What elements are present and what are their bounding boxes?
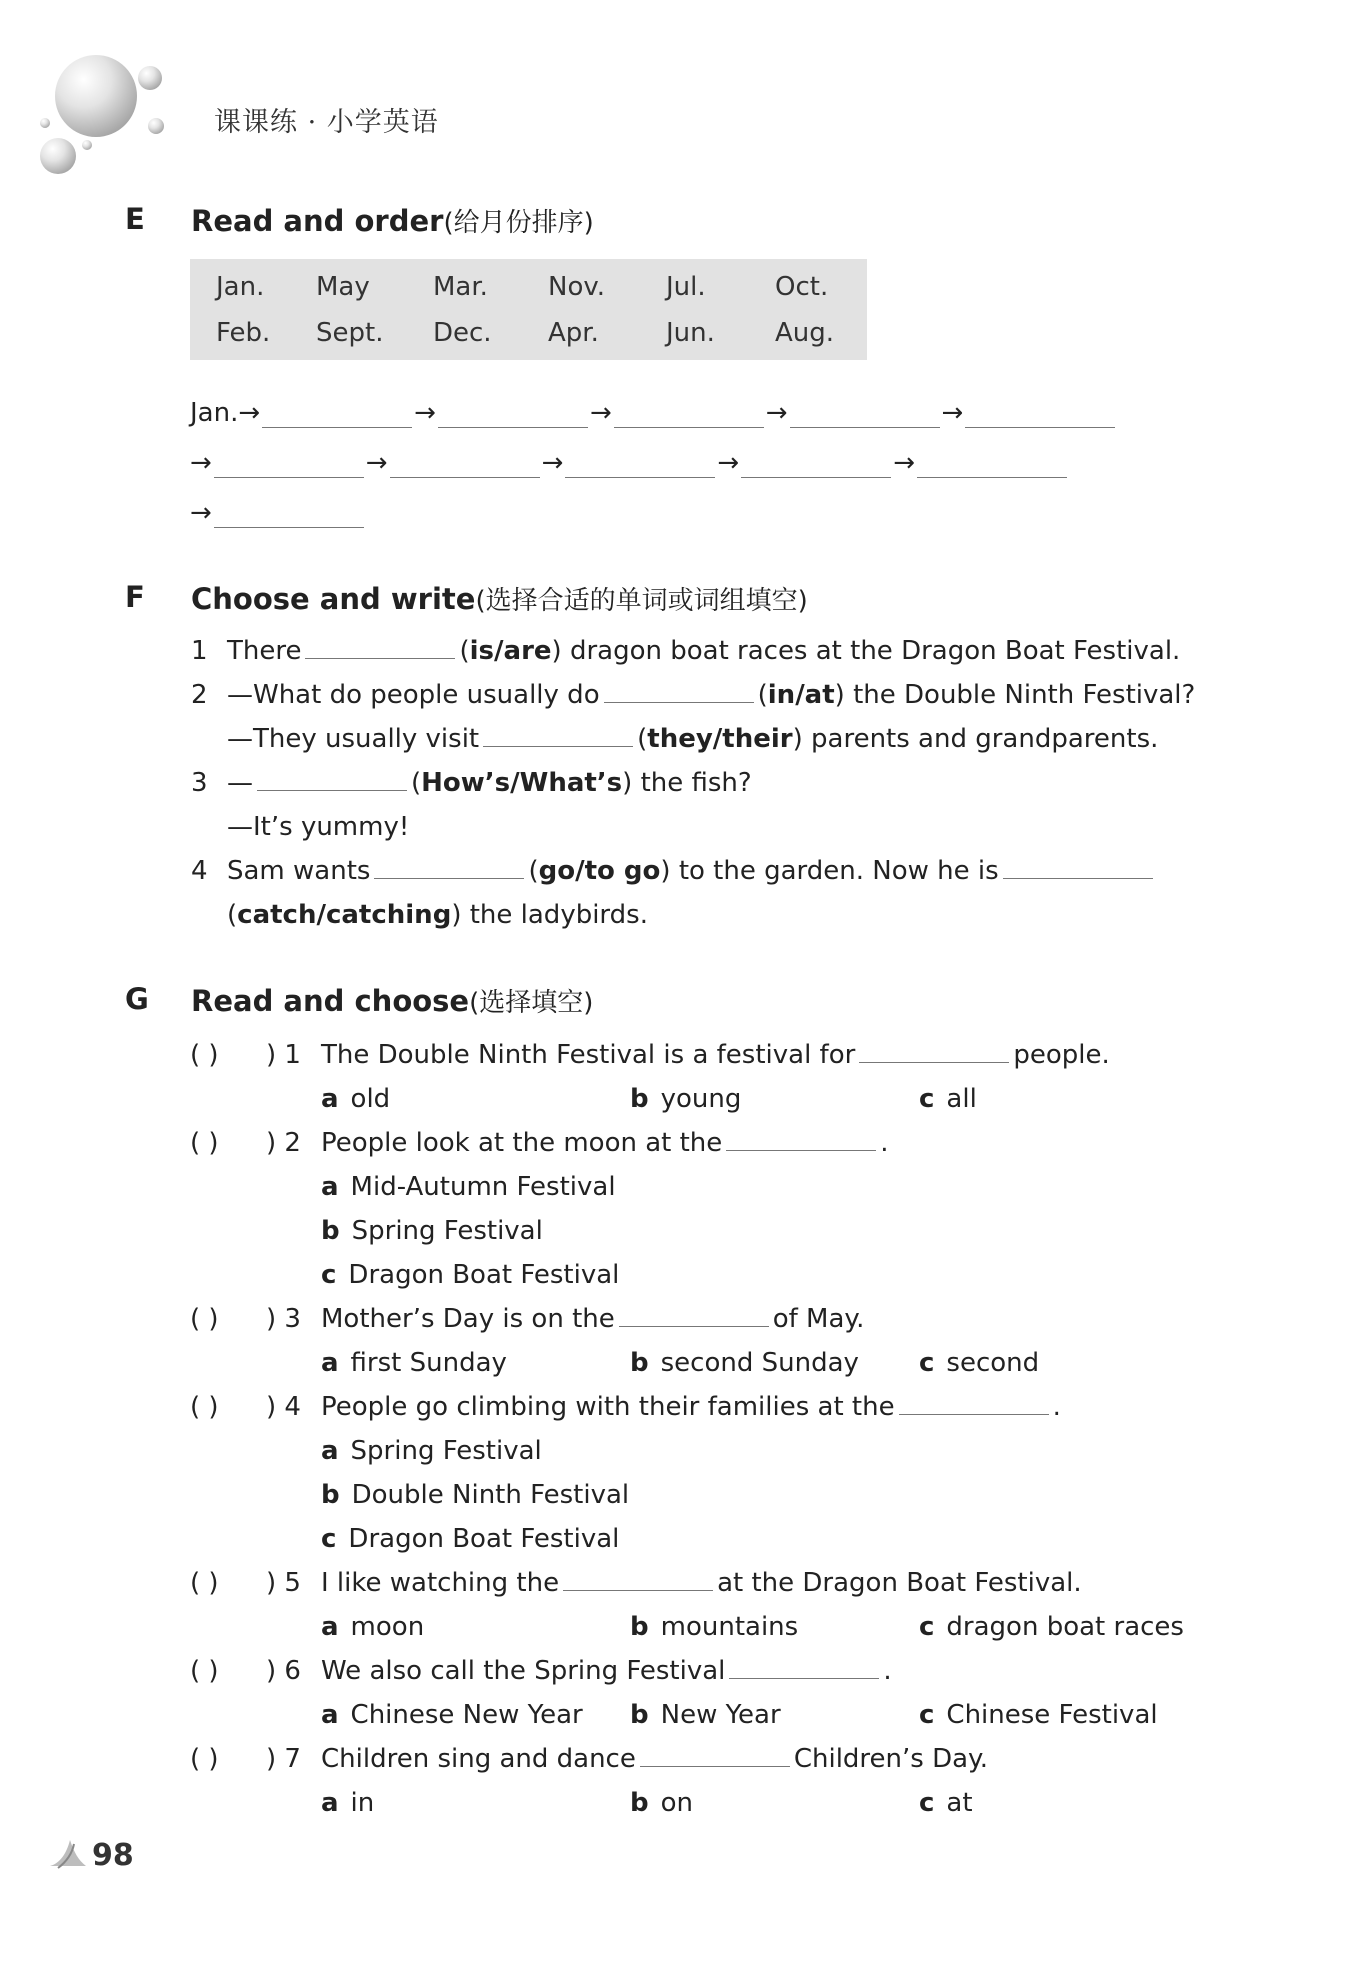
item-text: ) parents and grandparents. xyxy=(792,724,1159,754)
option-text: Double Ninth Festival xyxy=(351,1480,630,1510)
option-text: in xyxy=(350,1788,375,1818)
option-text: all xyxy=(946,1084,977,1114)
paren-open: ( xyxy=(757,680,768,710)
option-text: dragon boat races xyxy=(946,1612,1184,1642)
fill-in-line xyxy=(227,856,1157,886)
answer-blank[interactable] xyxy=(790,401,940,428)
question-after: Children’s Day. xyxy=(793,1744,988,1774)
fill-in-line xyxy=(227,812,409,842)
month-label: Dec. xyxy=(433,318,492,348)
option-a[interactable] xyxy=(321,1788,374,1818)
option-letter: b xyxy=(630,1084,649,1114)
option-c[interactable] xyxy=(919,1788,973,1818)
arrow-icon: → xyxy=(941,398,964,428)
question-number: ) 5 xyxy=(266,1568,301,1598)
option-b[interactable] xyxy=(630,1084,741,1114)
option-letter: c xyxy=(321,1260,337,1290)
item-text: ) to the garden. Now he is xyxy=(660,856,999,886)
fill-in-line xyxy=(227,724,1158,754)
month-label: Oct. xyxy=(775,272,829,302)
item-text: —It’s yummy! xyxy=(227,812,410,842)
option-c[interactable] xyxy=(919,1084,977,1114)
question-after: at the Dragon Boat Festival. xyxy=(717,1568,1082,1598)
option-letter: a xyxy=(321,1788,339,1818)
option-text: first Sunday xyxy=(350,1348,507,1378)
item-text: —What do people usually do xyxy=(227,680,600,710)
answer-blank[interactable] xyxy=(1003,856,1153,879)
month-label: Mar. xyxy=(433,272,488,302)
option-text: Mid-Autumn Festival xyxy=(350,1172,616,1202)
arrow-icon: → xyxy=(589,398,612,428)
answer-bracket[interactable]: ( ) xyxy=(190,1304,219,1334)
question-before: People look at the moon at the xyxy=(321,1128,723,1158)
option-letter: c xyxy=(919,1084,935,1114)
answer-bracket[interactable]: ( ) xyxy=(190,1392,219,1422)
answer-blank[interactable] xyxy=(640,1744,790,1767)
question-text xyxy=(321,1304,864,1334)
choice-options: How’s/What’s xyxy=(421,768,623,798)
option-letter: a xyxy=(321,1172,339,1202)
question-number: ) 4 xyxy=(266,1392,301,1422)
option-letter: a xyxy=(321,1700,339,1730)
answer-blank[interactable] xyxy=(565,451,715,478)
answer-blank[interactable] xyxy=(619,1304,769,1327)
option-text: on xyxy=(660,1788,694,1818)
option-b[interactable] xyxy=(321,1480,629,1510)
question-before: People go climbing with their families at the xyxy=(321,1392,895,1422)
option-b[interactable] xyxy=(630,1348,859,1378)
option-letter: b xyxy=(630,1788,649,1818)
item-text: ) the fish? xyxy=(622,768,752,798)
month-label: Sept. xyxy=(316,318,384,348)
choice-options: they/their xyxy=(647,724,793,754)
question-before: I like watching the xyxy=(321,1568,560,1598)
month-label: Jun. xyxy=(666,318,715,348)
answer-blank[interactable] xyxy=(214,451,364,478)
answer-blank[interactable] xyxy=(390,451,540,478)
arrow-icon: → xyxy=(541,448,564,478)
option-c[interactable] xyxy=(919,1700,1158,1730)
question-before: The Double Ninth Festival is a festival for xyxy=(321,1040,856,1070)
option-letter: c xyxy=(919,1612,935,1642)
option-letter: b xyxy=(630,1348,649,1378)
choice-options: catch/catching xyxy=(237,900,452,930)
item-text: Sam wants xyxy=(227,856,371,886)
question-before: Children sing and dance xyxy=(321,1744,636,1774)
option-letter: a xyxy=(321,1348,339,1378)
option-text: mountains xyxy=(660,1612,799,1642)
option-letter: a xyxy=(321,1436,339,1466)
answer-bracket[interactable]: ( ) xyxy=(190,1656,219,1686)
answer-blank[interactable] xyxy=(374,856,524,879)
answer-blank[interactable] xyxy=(438,401,588,428)
answer-blank[interactable] xyxy=(257,768,407,791)
answer-blank[interactable] xyxy=(604,680,754,703)
paren-open: ( xyxy=(528,856,539,886)
option-letter: c xyxy=(919,1348,935,1378)
option-text: at xyxy=(946,1788,973,1818)
answer-blank[interactable] xyxy=(859,1040,1009,1063)
section-f-letter: F xyxy=(125,580,145,614)
option-letter: b xyxy=(321,1480,340,1510)
answer-bracket[interactable]: ( ) xyxy=(190,1744,219,1774)
header-title: 课课练 · 小学英语 xyxy=(214,107,439,138)
section-f-title: Choose and write(选择合适的单词或词组填空) xyxy=(191,582,808,616)
answer-blank[interactable] xyxy=(965,401,1115,428)
question-after: . xyxy=(880,1128,889,1158)
option-letter: b xyxy=(321,1216,340,1246)
item-number: 4 xyxy=(191,856,208,886)
section-g-letter: G xyxy=(125,982,149,1016)
question-number: ) 1 xyxy=(266,1040,301,1070)
page-number: 98 xyxy=(92,1838,134,1873)
option-b[interactable] xyxy=(630,1700,781,1730)
option-b[interactable] xyxy=(630,1788,693,1818)
question-text xyxy=(321,1392,1061,1422)
question-text xyxy=(321,1744,988,1774)
option-text: New Year xyxy=(660,1700,781,1730)
item-text: ) the ladybirds. xyxy=(451,900,648,930)
answer-bracket[interactable]: ( ) xyxy=(190,1040,219,1070)
arrow-icon: → xyxy=(717,448,740,478)
arrow-icon: → xyxy=(765,398,788,428)
answer-blank[interactable] xyxy=(741,451,891,478)
month-label: Jan. xyxy=(216,272,265,302)
item-number: 1 xyxy=(191,636,208,666)
choice-options: go/to go xyxy=(538,856,661,886)
section-g-title: Read and choose(选择填空) xyxy=(191,984,594,1018)
month-label: Feb. xyxy=(216,318,271,348)
month-label: Jul. xyxy=(666,272,706,302)
option-c[interactable] xyxy=(321,1524,619,1554)
answer-blank[interactable] xyxy=(262,401,412,428)
paren-open: ( xyxy=(227,900,238,930)
question-text xyxy=(321,1128,889,1158)
question-number: ) 2 xyxy=(266,1128,301,1158)
month-box xyxy=(190,259,867,360)
option-text: old xyxy=(350,1084,391,1114)
item-text: There xyxy=(227,636,302,666)
question-before: We also call the Spring Festival xyxy=(321,1656,726,1686)
option-letter: c xyxy=(919,1700,935,1730)
question-after: . xyxy=(883,1656,892,1686)
option-text: second Sunday xyxy=(660,1348,859,1378)
option-letter: b xyxy=(630,1700,649,1730)
question-number: ) 7 xyxy=(266,1744,301,1774)
option-c[interactable] xyxy=(321,1260,619,1290)
question-after: people. xyxy=(1013,1040,1110,1070)
answer-blank[interactable] xyxy=(729,1656,879,1679)
paren-open: ( xyxy=(637,724,648,754)
arrow-icon: → xyxy=(238,398,261,428)
month-label: Aug. xyxy=(775,318,835,348)
question-after: . xyxy=(1052,1392,1061,1422)
order-start: Jan. xyxy=(190,398,239,428)
order-row xyxy=(190,498,366,528)
option-c[interactable] xyxy=(919,1348,1039,1378)
order-row xyxy=(190,398,1117,428)
item-text: —They usually visit xyxy=(227,724,480,754)
option-b[interactable] xyxy=(321,1216,543,1246)
answer-blank[interactable] xyxy=(726,1128,876,1151)
arrow-icon: → xyxy=(365,448,388,478)
item-text: ) dragon boat races at the Dragon Boat Festival. xyxy=(551,636,1181,666)
answer-bracket[interactable]: ( ) xyxy=(190,1128,219,1158)
option-text: Spring Festival xyxy=(350,1436,542,1466)
item-number: 2 xyxy=(191,680,208,710)
fill-in-line xyxy=(227,636,1180,666)
month-label: May xyxy=(316,272,370,302)
answer-blank[interactable] xyxy=(563,1568,713,1591)
arrow-icon: → xyxy=(190,448,212,478)
answer-blank[interactable] xyxy=(214,501,364,528)
item-number: 3 xyxy=(191,768,208,798)
arrow-icon: → xyxy=(893,448,915,478)
answer-bracket[interactable]: ( ) xyxy=(190,1568,219,1598)
section-e-letter: E xyxy=(125,202,145,236)
option-b[interactable] xyxy=(630,1612,798,1642)
option-letter: c xyxy=(321,1524,337,1554)
month-label: Apr. xyxy=(548,318,599,348)
option-a[interactable] xyxy=(321,1612,424,1642)
option-text: Dragon Boat Festival xyxy=(348,1260,620,1290)
choice-options: in/at xyxy=(767,680,835,710)
answer-blank[interactable] xyxy=(899,1392,1049,1415)
question-text xyxy=(321,1656,892,1686)
month-label: Nov. xyxy=(548,272,605,302)
arrow-icon: → xyxy=(414,398,436,428)
option-a[interactable] xyxy=(321,1172,616,1202)
order-row xyxy=(190,448,1069,478)
paren-open: ( xyxy=(459,636,470,666)
option-letter: c xyxy=(919,1788,935,1818)
option-letter: a xyxy=(321,1612,339,1642)
fill-in-line xyxy=(227,900,648,930)
option-letter: b xyxy=(630,1612,649,1642)
section-e-title: Read and order(给月份排序) xyxy=(191,204,594,238)
option-a[interactable] xyxy=(321,1436,542,1466)
question-number: ) 3 xyxy=(266,1304,301,1334)
question-text xyxy=(321,1040,1110,1070)
option-letter: a xyxy=(321,1084,339,1114)
option-a[interactable] xyxy=(321,1084,390,1114)
question-after: of May. xyxy=(772,1304,865,1334)
option-text: Chinese New Year xyxy=(350,1700,583,1730)
question-before: Mother’s Day is on the xyxy=(321,1304,615,1334)
item-text: ) the Double Ninth Festival? xyxy=(834,680,1196,710)
option-text: moon xyxy=(350,1612,425,1642)
question-text xyxy=(321,1568,1082,1598)
option-a[interactable] xyxy=(321,1700,583,1730)
answer-blank[interactable] xyxy=(483,724,633,747)
option-text: Chinese Festival xyxy=(946,1700,1158,1730)
option-text: young xyxy=(660,1084,742,1114)
answer-blank[interactable] xyxy=(614,401,764,428)
answer-blank[interactable] xyxy=(305,636,455,659)
option-text: second xyxy=(946,1348,1040,1378)
option-a[interactable] xyxy=(321,1348,507,1378)
leaf-icon xyxy=(48,1836,88,1874)
arrow-icon: → xyxy=(190,498,212,528)
option-text: Dragon Boat Festival xyxy=(348,1524,620,1554)
choice-options: is/are xyxy=(469,636,552,666)
answer-blank[interactable] xyxy=(917,451,1067,478)
item-text: — xyxy=(227,768,253,798)
question-number: ) 6 xyxy=(266,1656,301,1686)
paren-open: ( xyxy=(411,768,422,798)
option-c[interactable] xyxy=(919,1612,1184,1642)
option-text: Spring Festival xyxy=(351,1216,543,1246)
fill-in-line xyxy=(227,680,1195,710)
fill-in-line xyxy=(227,768,752,798)
